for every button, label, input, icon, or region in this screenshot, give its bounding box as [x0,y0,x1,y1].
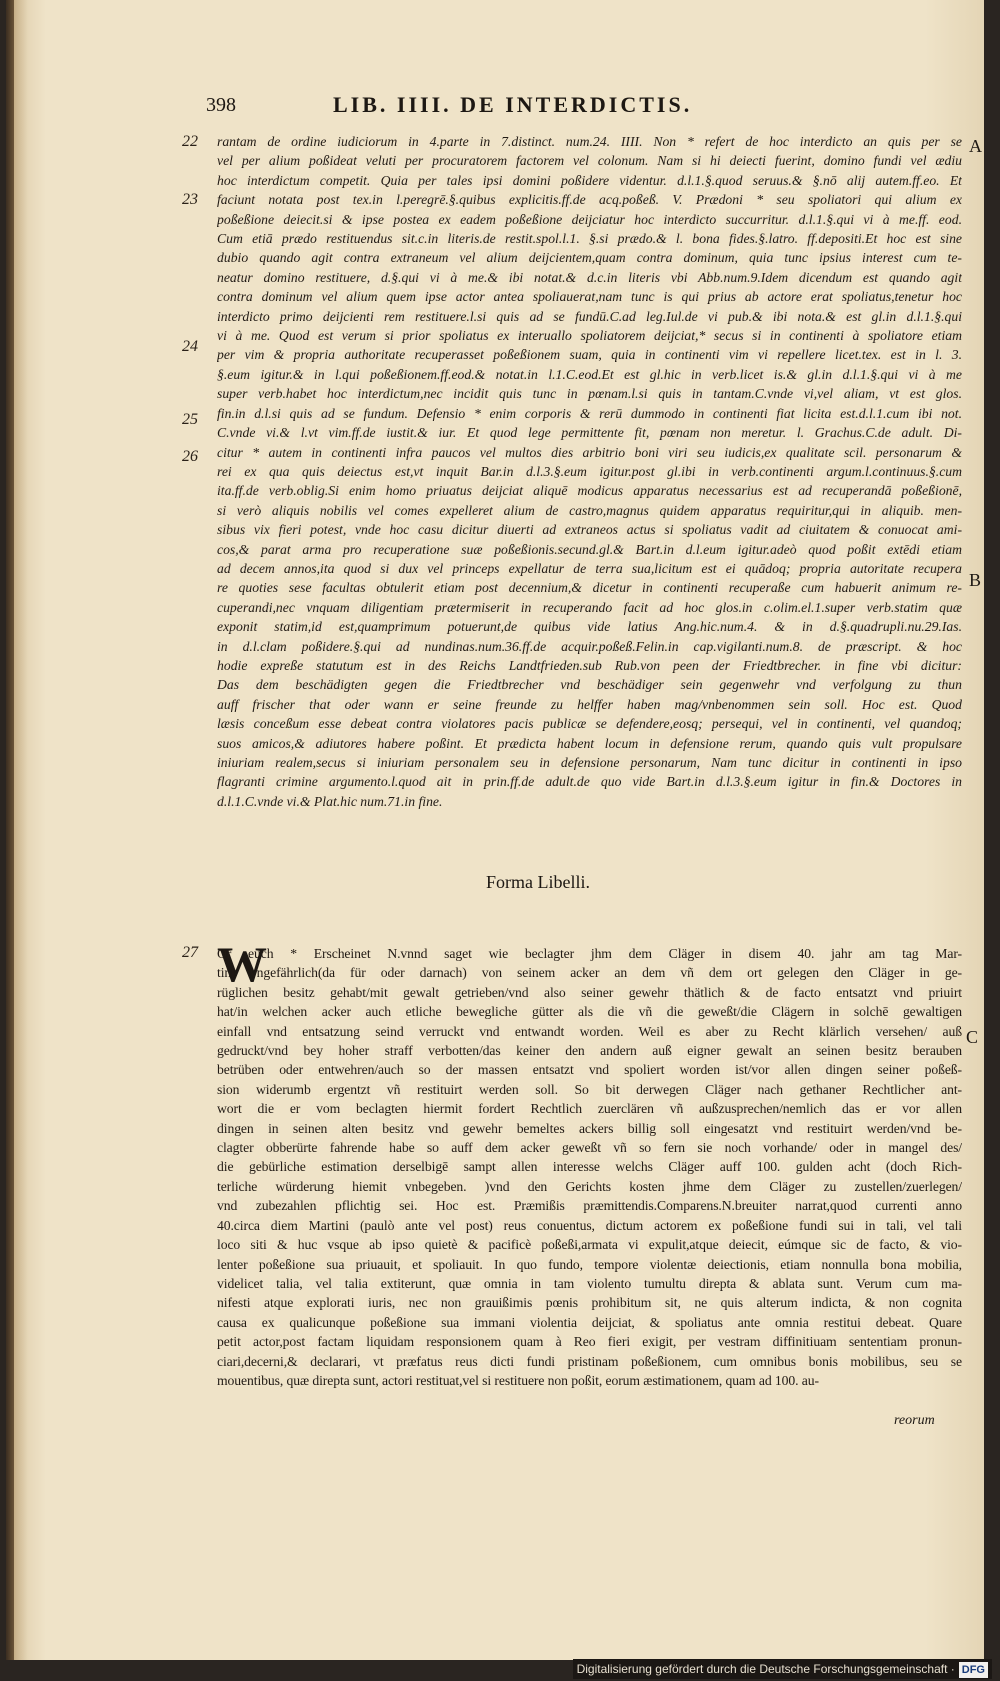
text-line: hoc interdictum competit. Quia per tales ipsi domini poßidere videntur. d.l.1.§.quod seruus.& §.nō alij autem.ff.eo. Et [217,172,962,188]
text-line: wort die er vom beclagten hiermit fordert Rechtlich zuerclären vñ außzusprechen/nemlich das er vor allen [217,1101,962,1117]
text-line: flagranti crimine argumento.l.quod ait in prin.ff.de adult.de quo vide Bart.in d.l.3.§.eum igitur in fin.& Doctores in [217,774,962,790]
text-line: læsis conceßum esse debeat contra violatores pacis publicæ se defendere,eosq; persequi, vel in continenti, vel quandoq; [217,716,962,732]
section-heading: Forma Libelli. [486,872,590,892]
text-line: Or euch * Erscheinet N.vnnd saget wie beclagter jhm dem Cläger in disem 40. jahr am tag Mar- [217,946,962,961]
text-line: vi à me. Quod est verum si prior spoliatus ex interuallo spoliatorem deijciat,* secus si in continenti à spoliatore etiam [217,328,962,344]
text-line: mouentibus, quæ direpta sunt, actori restituat,vel si restituere non poßit, eorum æstimationem, quam ad 100. au- [217,1372,819,1388]
text-line: cos,& parat arma pro recuperatione suæ poßeßionis.secund.gl.& Bart.in d.l.eum igitur.adeò quod poßit extēdi etiam [217,541,962,557]
commentary-text [217,132,962,811]
text-line: die gebürliche estimation derselbigē sampt allen interesse welchs Cläger auff 100. gulden acht (doch Rich- [217,1159,962,1175]
text-line: iniuriam realem,secus si iniuriam personalem seu in defensione personarum, Nam tunc dicitur in continenti in ipso [217,755,962,770]
text-line: sion widerumb ergentzt vñ restituirt werden soll. So bit derwegen Cläger nach gethaner Rechtlicher ant- [217,1081,962,1097]
text-line: dubio quando agit contra extraneum vel alium deijcientem,quam contra dominum, quia tunc ipsius interest cum te- [217,250,962,266]
running-title: LIB. IIII. DE INTERDICTIS. [333,92,693,117]
text-line: d.l.1.C.vnde vi.& Plat.hic num.71.in fine. [217,793,443,809]
text-line: nifesti atque explorati iuris, nec non grauißimis pœnis prohibitum sit, ne quis alterum indicta, & non cognita [217,1295,962,1311]
text-line: §.eum igitur.& in l.qui poßeßionem.ff.eod.& notat.in l.1.C.eod.Et est gl.hic in verb.licet is.& gl.in d.l.1.§.qui vi à me [217,366,962,382]
libellus-text [217,936,962,1390]
text-line: dingen in seinen alten besitz vnd gewehr bemeltes ackers billig soll eingesatzt vnd restituirt werden/vnd be- [217,1120,962,1136]
text-line: ita.ff.de verb.oblig.Si enim homo priuatus deijciat aliquē modicus apparatus necessarius est ad recuperandā poßeßionē, [217,483,962,499]
running-header [206,92,826,122]
margin-number: 23 [182,191,198,208]
text-line: lenter poßeßione sua priuauit, et spoliauit. In quo fundo, tempore violentæ deiectionis, etiam nonnulla bona mobilia, [217,1256,962,1272]
text-line: per vim & propria authoritate recuperasset poßeßionem suam, quia in continenti vim vi repellere licet.tex. est in l. 3. [217,347,962,363]
text-line: hat/in welchen acker auch etliche bewegliche gütter als die vñ die geweßt/die Clägern in solchē gewaltigen [217,1004,962,1020]
text-line: exponit statim,id est,quamprimum potuerunt,de quibus vide latius Ang.hic.num.4. & in d.§.quadrupli.nu.29.Ias. [217,619,962,635]
text-line: neatur domino restituere, d.§.qui vi à me.& ibi notat.& d.c.in literis vbi Abb.num.9.Idem dicendum est quando agit [217,269,962,285]
margin-letter: C [966,1027,979,1047]
page-number: 398 [206,94,236,116]
text-line: Das dem beschädigten gegen die Friedtbrecher vnd beschädiger sein gegenwehr vnd verfolgung zu thun [217,677,962,693]
text-line: ad decem annos,ita quod si dux vel princeps expellatur de terra sua,licitum est ei quādoq; propria autoritate recupera [217,560,962,576]
text-line: interdicto primo deijcienti rem restituere.l.si quis ad se fundū.C.ad leg.Iul.de vi pub.& ibi nota.& est gl.in d.l.1.§.qui [217,308,962,324]
catchword: reorum [894,1413,935,1428]
margin-letter: B [969,570,982,590]
text-line: ciari,decerni,& declarari, vt præfatus reus dicti fundi pristinam poßeßionem, cum omnibus bonis mobilibus, seu se [217,1353,962,1369]
text-line: videlicet talia, vel talia extiterunt, quæ omnia in tam violento tumultu direpta & ablata sunt. Verum cum ma- [217,1275,962,1291]
text-line: einfall vnd entsatzung seind verruckt vnd entwandt worden. Weil es aber zu Recht klärlich versehen/ auß [217,1023,962,1039]
margin-number: 27 [182,944,198,961]
text-line: contra dominum vel alium quem ipse actor antea spoliauerat,nam tunc is qui prius ab actore erat spoliatus,tenetur hoc [217,289,962,305]
text-line: C.vnde vi.& l.vt vim.ff.de iustit.& iur. Et quod lege permittente fit, pœnam non meretur. l. Grachus.C.de adult. Di- [217,425,962,441]
text-line: citur * autem in continenti infra paucos vel multos dies arbitrio boni viri seu iudicis,ex qualitate scil. personarum & [217,444,962,460]
footer-text: Digitalisierung gefördert durch die Deutsche Forschungsgemeinschaft · [576,1662,955,1676]
text-line: cuperandi,nec vnquam diligentiam prætermiserit in recuperando facit ad hoc glos.in c.olim.el.1.super verb.statim quæ [217,599,962,615]
text-line: si verò aliquis nobilis vel comes expelleret alium de castro,magnus quidem apparatus requiritur,qui in aliquib. men- [217,502,962,518]
text-line: super verb.habet hoc interdictum,nec incidit quis tunc in pœnam.l.si quis in tantam.C.vnde vi,vel aliam, vt est glos. [217,386,962,402]
text-line: poßeßione deiecit.si & ipse postea ex eadem poßeßione deijciatur hoc interdicto succurritur. d.l.1.§.qui vi à me.ff. eod. [217,211,962,227]
text-line: auff frischer that oder wann er seine freunde zu helffer haben mag/vnbenommen sein soll. Hoc est. Quod [217,696,962,712]
text-line: petit actor,post factam liquidam responsionem quam à Reo fieri exigit, per vestram diffinitiuam sententiam pronun- [217,1334,962,1350]
text-line: in d.l.clam poßidere.§.qui ad nundinas.num.36.ff.de acquir.poßeß.Felin.in cap.vigilanti.num.8. de præscript. & hoc [217,638,962,654]
book-page [6,0,984,1660]
text-line: Cum etiā prædo restituendus sit.c.in literis.de restit.spol.l.1. §.si prædo.& l. bona fides.§.latro. ff.depositi.Et hoc est sine [217,231,962,247]
page-gutter [6,0,14,1660]
text-line: causa ex qualicunque poßeßione sua immani violentia deijciat, & spoliatus ante omnia restitui debeat. Quare [217,1314,962,1330]
text-line: rüglichen besitz gehabt/mit gewalt getrieben/vnd also seiner gewehr thätlich & de facto entsatzt vnd priuirt [217,984,962,1000]
text-line: sibus vix fieri potest, vnde hoc casu dicitur diuerti ad extraneos actus si spoliatus vadit ad ciuitatem & conuocat ami- [217,522,962,538]
text-line: loco siti & huc vsque ab ipso quietè & pacificè poßeßi,armata vi expulit,atque deiecit, eúmque sic de facto, & vio- [217,1237,962,1253]
text-line: re quoties sese facultas obtulerit etiam post decennium,& dicetur in continenti recuperaße cum habuerit animum re- [217,580,962,596]
text-line: hodie expreße statutum est in des Reichs Landtfrieden.sub Rub.von peen der Friedtbrecher. in fine vbi dicitur: [217,657,962,673]
text-line: rei ex qua quis deiectus est,vt inquit Bar.in d.l.3.§.eum igitur.post gl.ibi in verb.continenti argum.l.continuus.§.cum [217,463,962,479]
text-line: terliche würderung hiemit vnbegeben. )vnd den Gerichts kosten jhme dem Cläger zu zustellen/zuerlegen/ [217,1178,962,1194]
text-line: betrüben oder entwehren/auch so der massen entsatzt vnd spoliert worden ist/vor allen dingen seiner poßeß- [217,1062,962,1078]
text-line: vel per alium poßideat veluti per procuratorem factorem vel colonum. Nam si hi deiecti fuerint, domino fundi vel ædiu [217,153,962,169]
text-line: 40.circa diem Martini (paulò ante vel post) reus conuentus, dictum actorem ex poßeßione fundi sui in tali, vel tali [217,1217,962,1233]
text-line: clagter obberürte fahrende habe so auff dem acker geweßt vñ so fern sie noch vorhande/ oder in mangel des/ [217,1140,962,1156]
margin-number: 25 [182,411,198,428]
margin-number: 26 [182,448,198,465]
margin-letter: A [969,136,982,156]
text-line: vnd zubezahlen pflichtig sei. Hoc est. Præmißis præmittendis.Comparens.N.breuiter narrat,quod currenti anno [217,1198,962,1214]
text-line: suos amicos,& adiutores habere poßint. Et prædicta habent locum in defensione rerum, quando quis vult propulsare [217,735,962,751]
digitization-footer [573,1659,992,1679]
dfg-logo: DFG [959,1662,988,1678]
margin-number: 22 [182,133,198,150]
text-line: fin.in d.l.si quis ad se fundum. Defensio * enim corporis & rerū dummodo in continenti fiat licita est.d.l.1.cum ibi not. [217,405,962,421]
text-line: tini vngefährlich(da für oder darnach) von seinem acker an dem vñ dem ort gelegen den Cläger in ge- [217,965,962,981]
text-line: gedruckt/vnd bey hoher straff verbotten/das keiner den andern auß eigner gewalt an seinen besitz berauben [217,1043,962,1059]
text-line: faciunt notata post tex.in l.peregrē.§.quibus explicitis.ff.de acq.poßeß. V. Prædoni * seu spoliatori qui alium ex [217,192,962,208]
drop-capital: W [217,936,267,992]
text-line: rantam de ordine iudiciorum in 4.parte in 7.distinct. num.24. IIII. Non * refert de hoc interdicto an quis per se [217,134,962,149]
margin-number: 24 [182,338,198,355]
